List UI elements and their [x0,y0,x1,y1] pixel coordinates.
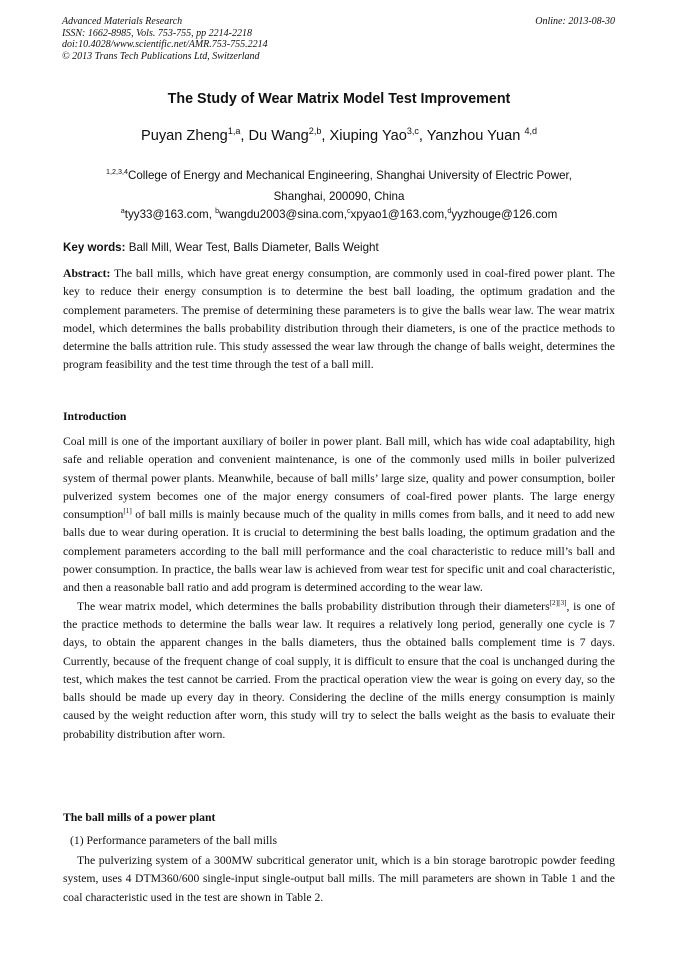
section-heading-introduction: Introduction [63,410,127,423]
paragraph: The pulverizing system of a 300MW subcritical generator unit, which is a bin storage barotropic powder feeding system, uses 4 DTM360/600 single-input single-output ball mills. The mill parameters are shown in Table 1 and the coal characteristic used in the test are shown in Table 2. [63,854,615,904]
abstract [63,265,615,375]
journal-name: Advanced Materials Research [62,16,183,27]
email-address[interactable]: tyy33@163.com, [124,208,216,221]
email-address[interactable]: wangdu2003@sina.com, [219,208,347,221]
paragraph: Coal mill is one of the important auxiliary of boiler in power plant. Ball mill, which has wide coal adaptability, high safe and reliable operation and convenient maintenance, is one of the commonly used mills in boiler pulverized system of thermal power plants. Meanwhile, because of ball mills’ large size, quality and power consumption, boiler pulverized system becomes one of the major energy consumers of coal-fired power plants. The large energy consumption[1] of ball mills is mainly because much of the quality in mills comes from balls, and it need to add new balls due to wear during operation. It is crucial to determining the best balls loading, the optimum gradation and the complement parameters according to the ball mill performance and the coal characteristic to reduce mill’s ball and power consumption. In practice, the balls wear law is achieved from wear test for specific unit and coal characteristic, and then a reasonable ball ratio and add program is determined according to the wear law. [63,435,615,595]
abstract-text: The ball mills, which have great energy consumption, are commonly used in coal-fired power plant. The key to reduce their energy consumption is to determine the best ball loading, the optimum gradation and the complement parameters. The premise of determining these parameters is to give the balls wear law. The wear matrix model, which determines the balls probability distribution through their diameters, is one of the practice methods to determine the balls attrition rule. This study assessed the wear law through the change of balls weight, determines the program feasibility and the test time through the test of a ball mill. [63,267,615,372]
online-date: Online: 2013-08-30 [535,16,615,27]
section2-body [63,852,615,907]
abstract-label: Abstract: [63,267,111,280]
email-address[interactable]: xpyao1@163.com, [350,208,448,221]
author-list [0,128,678,144]
doi-line: doi:10.4028/www.scientific.net/AMR.753-755.2214 [62,39,268,50]
author: Puyan Zheng$^{1,a}$, [140,126,249,144]
running-header [62,16,615,62]
author: Yanzhou Yuan $^{4,d}$ [426,126,538,144]
paragraph: The wear matrix model, which determines the balls probability distribution through their diameters[2][3], is one of the practice methods to determine the balls wear law. It requires a relatively long period, generally one cycle is 7 days, to obtain the apparent changes in the balls diameters, thus the obtained balls complement time is 7 days. Currently, because of the frequent change of coal supply, it is difficult to ensure that the coal is unchanged during the test, which makes the test cannot be carried. From the practical operation view the wear is going on every day, so the balls should be made up every day in theory. Considering the decline of the mills energy consumption is mainly caused by the weight reduction after worn, this study will try to select the balls weight as the basis to evaluate their probability distribution after worn. [63,598,616,741]
issn-line: ISSN: 1662-8985, Vols. 753-755, pp 2214-2218 [62,27,252,39]
keywords: Key words: Ball Mill, Wear Test, Balls Diameter, Balls Weight [63,241,379,254]
email-list: $^a$tyy33@163.com, $^b$wangdu2003@sina.com,$^c$xpyao1@163.com,$^d$yyzhouge@126.com [120,206,558,221]
section-heading-ball-mills: The ball mills of a power plant [63,811,216,824]
author: Xiuping Yao$^{3,c}$, [329,126,427,144]
copyright-line: © 2013 Trans Tech Publications Ltd, Switzerland [62,50,260,62]
paper-title: The Study of Wear Matrix Model Test Improvement [167,91,511,107]
introduction-body [63,433,615,744]
citation: [2][3] [549,598,567,607]
author: Du Wang$^{2,b}$, [248,126,330,144]
affiliation: $^{1,2,3,4}$College of Energy and Mechanical Engineering, Shanghai University of Electric Power, Shanghai, 200090, China [105,167,572,203]
subsection-heading: (1) Performance parameters of the ball mills [70,834,278,847]
email-address[interactable]: yyzhouge@126.com [451,208,558,221]
citation: [1] [123,507,132,516]
